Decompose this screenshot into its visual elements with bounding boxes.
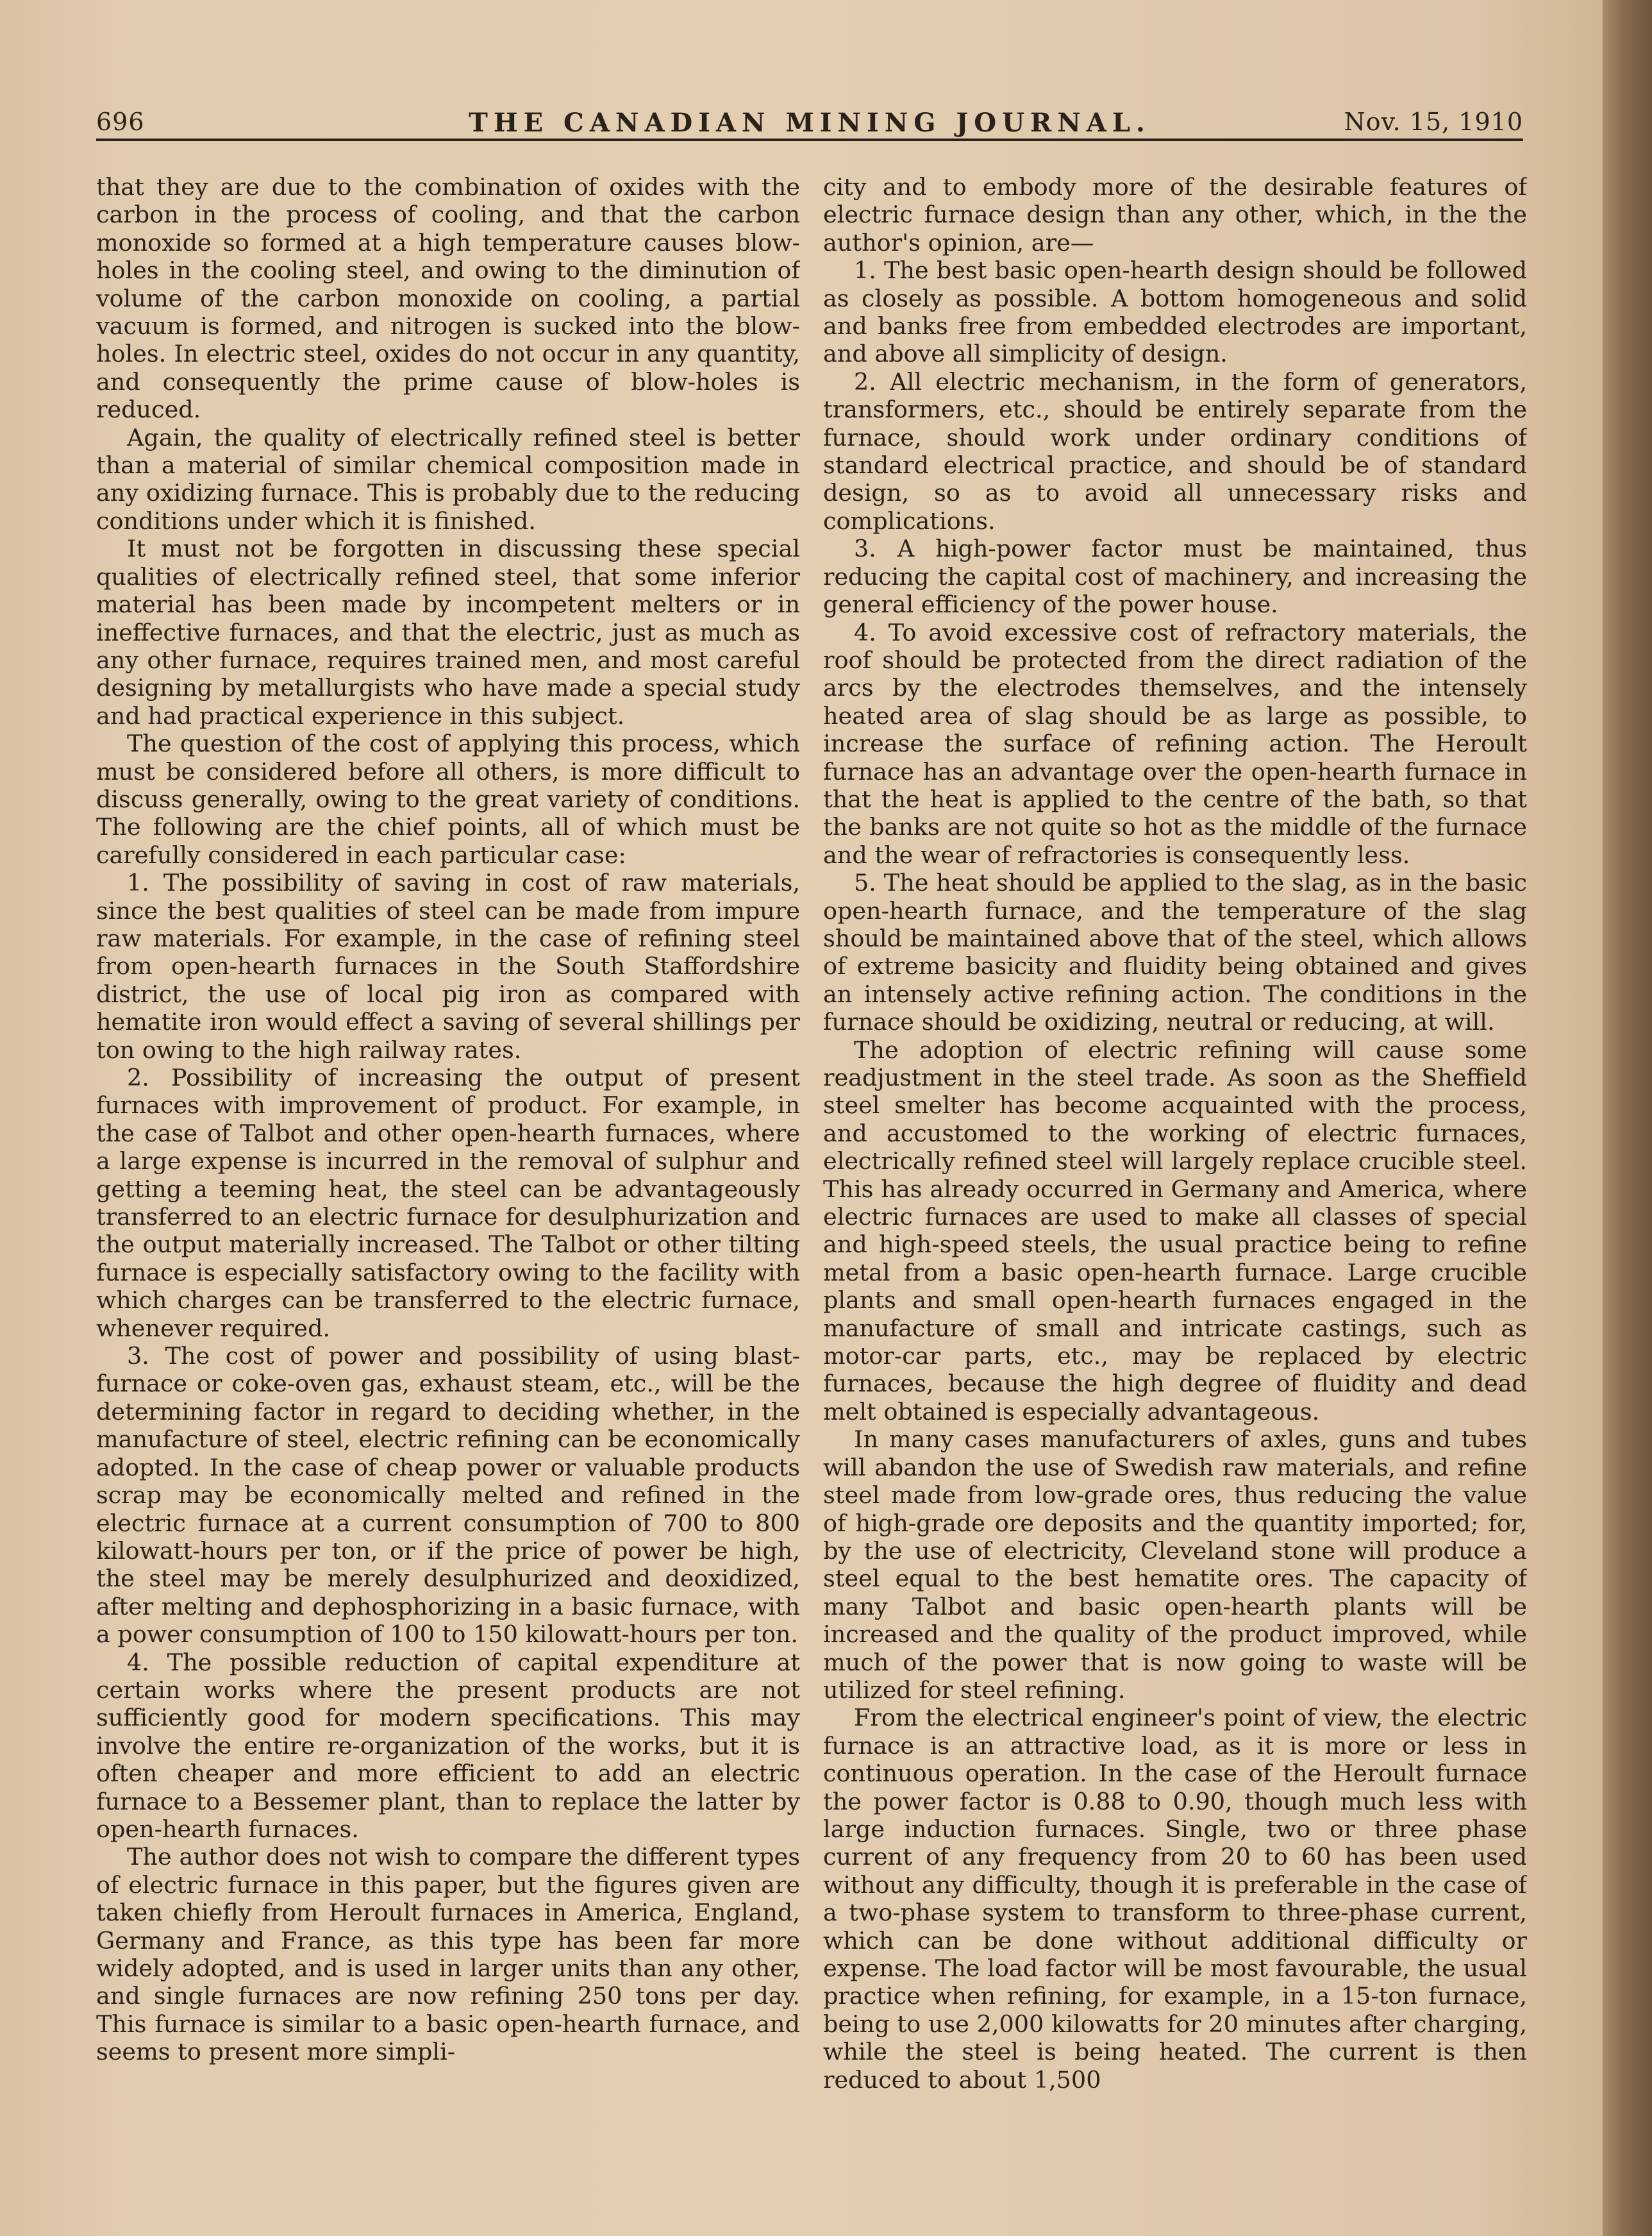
list-item: 1. The best basic open-hearth design should be followed as closely as possible. A bottom homogeneous and solid and banks free from embedded electrodes are important, and above all simplicity of design. xyxy=(823,256,1527,368)
list-item: 1. The possibility of saving in cost of raw materials, since the best qualities of steel can be made from impure raw materials. For example, in the case of refining steel from open-hearth furnaces in the South Staffordshire district, the use of local pig iron as compared with hematite iron would effect a saving of several shillings per ton owing to the high railway rates. xyxy=(96,869,800,1064)
list-item: 2. All electric mechanism, in the form of generators, transformers, etc., should be entirely separate from the furnace, should work under ordinary conditions of standard electrical practice, and should be of standard design, so as to avoid all unnecessary risks and complications. xyxy=(823,367,1527,535)
issue-date: Nov. 15, 1910 xyxy=(1344,108,1523,136)
paragraph: The author does not wish to compare the different types of electric furnace in this paper, but the figures given are taken chiefly from Heroult furnaces in America, England, Germany and France, as this type has been far more widely adopted, and is used in larger units than any other, and single furnaces are now refining 250 tons per day. This furnace is similar to a basic open-hearth furnace, and seems to present more simpli- xyxy=(96,1843,800,2066)
list-item: 4. The possible reduction of capital expenditure at certain works where the present products are not sufficiently good for modern specifications. This may involve the entire re-organization of the works, but it is often cheaper and more efficient to add an electric furnace to a Bessemer plant, than to replace the latter by open-hearth furnaces. xyxy=(96,1648,800,1843)
list-item: 5. The heat should be applied to the slag, as in the basic open-hearth furnace, and the temperature of the slag should be maintained above that of the steel, which allows of extreme basicity and fluidity being obtained and gives an intensely active refining action. The conditions in the furnace should be oxidizing, neutral or reducing, at will. xyxy=(823,869,1527,1036)
paragraph: city and to embody more of the desirable features of electric furnace design than any other, which, in the the author's opinion, are— xyxy=(823,173,1527,256)
left-column xyxy=(96,173,800,2155)
journal-title: THE CANADIAN MINING JOURNAL. xyxy=(469,108,1151,138)
paragraph: The adoption of electric refining will cause some readjustment in the steel trade. As soon as the Sheffield steel smelter has become acquainted with the process, and accustomed to the working of electric furnaces, electrically refined steel will largely replace crucible steel. This has already occurred in Germany and America, where electric furnaces are used to make all classes of special and high-speed steels, the usual practice being to refine metal from a basic open-hearth furnace. Large crucible plants and small open-hearth furnaces engaged in the manufacture of small and intricate castings, such as motor-car parts, etc., may be replaced by electric furnaces, because the high degree of fluidity and dead melt obtained is especially advantageous. xyxy=(823,1036,1527,1425)
page-header xyxy=(96,103,1523,141)
paragraph: Again, the quality of electrically refined steel is better than a material of similar chemical composition made in any oxidizing furnace. This is probably due to the reducing conditions under which it is finished. xyxy=(96,423,800,535)
right-column xyxy=(823,173,1527,2155)
book-spine xyxy=(1603,0,1652,2236)
list-item: 4. To avoid excessive cost of refractory materials, the roof should be protected from the direct radiation of the arcs by the electrodes themselves, and the intensely heated area of slag should be as large as possible, to increase the surface of refining action. The Heroult furnace has an advantage over the open-hearth furnace in that the heat is applied to the centre of the bath, so that the banks are not quite so hot as the middle of the furnace and the wear of refractories is consequently less. xyxy=(823,618,1527,869)
page-number: 696 xyxy=(96,108,145,136)
paragraph: From the electrical engineer's point of view, the electric furnace is an attractive load, as it is more or less in continuous operation. In the case of the Heroult furnace the power factor is 0.88 to 0.90, though much less with large induction furnaces. Single, two or three phase current of any frequency from 20 to 60 has been used without any difficulty, though it is preferable in the case of a two-phase system to transform to three-phase current, which can be done without additional difficulty or expense. The load factor will be most favourable, the usual practice when refining, for example, in a 15-ton furnace, being to use 2,000 kilowatts for 20 minutes after charging, while the steel is being heated. The current is then reduced to about 1,500 xyxy=(823,1704,1527,2094)
list-item: 3. A high-power factor must be maintained, thus reducing the capital cost of machinery, and increasing the general efficiency of the power house. xyxy=(823,535,1527,619)
paragraph: It must not be forgotten in discussing these special qualities of electrically refined steel, that some inferior material has been made by incompetent melters or in ineffective furnaces, and that the electric, just as much as any other furnace, requires trained men, and most careful designing by metallurgists who have made a special study and had practical experience in this subject. xyxy=(96,535,800,730)
paragraph: In many cases manufacturers of axles, guns and tubes will abandon the use of Swedish raw materials, and refine steel made from low-grade ores, thus reducing the value of high-grade ore deposits and the quantity imported; for, by the use of electricity, Cleveland stone will produce a steel equal to the best hematite ores. The capacity of many Talbot and basic open-hearth plants will be increased and the quality of the product improved, while much of the power that is now going to waste will be utilized for steel refining. xyxy=(823,1425,1527,1704)
list-item: 2. Possibility of increasing the output of present furnaces with improvement of product. For example, in the case of Talbot and other open-hearth furnaces, where a large expense is incurred in the removal of sulphur and getting a teeming heat, the steel can be advantageously transferred to an electric furnace for desulphurization and the output materially increased. The Talbot or other tilting furnace is especially satisfactory owing to the facility with which charges can be transferred to the electric furnace, whenever required. xyxy=(96,1064,800,1342)
paragraph: that they are due to the combination of oxides with the carbon in the process of cooling, and that the carbon monoxide so formed at a high temperature causes blow-holes in the cooling steel, and owing to the diminution of volume of the carbon monoxide on cooling, a partial vacuum is formed, and nitrogen is sucked into the blow-holes. In electric steel, oxides do not occur in any quantity, and consequently the prime cause of blow-holes is reduced. xyxy=(96,173,800,424)
header-rule xyxy=(96,139,1523,141)
paragraph: The question of the cost of applying this process, which must be considered before all others, is more difficult to discuss generally, owing to the great variety of conditions. The following are the chief points, all of which must be carefully considered in each particular case: xyxy=(96,730,800,869)
list-item: 3. The cost of power and possibility of using blast-furnace or coke-oven gas, exhaust steam, etc., will be the determining factor in regard to deciding whether, in the manufacture of steel, electric refining can be economically adopted. In the case of cheap power or valuable products scrap may be economically melted and refined in the electric furnace at a current consumption of 700 to 800 kilowatt-hours per ton, or if the price of power be high, the steel may be merely desulphurized and deoxidized, after melting and dephosphorizing in a basic furnace, with a power consumption of 100 to 150 kilowatt-hours per ton. xyxy=(96,1342,800,1649)
